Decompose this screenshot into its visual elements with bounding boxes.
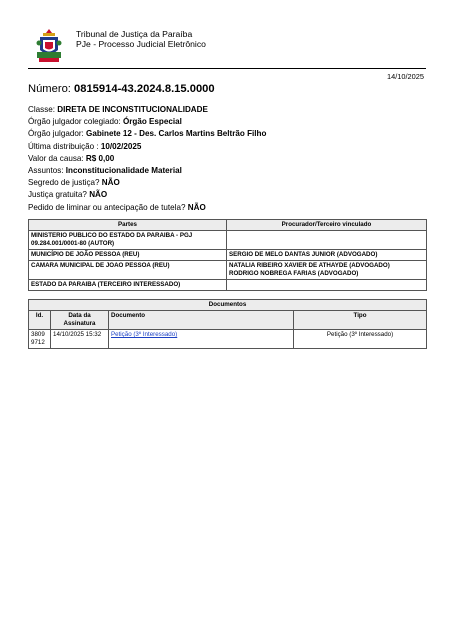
- table-header-row: [29, 220, 427, 231]
- column-header-procurador: Procurador/Terceiro vinculado: [227, 220, 427, 231]
- document-id: 38099712: [29, 330, 51, 349]
- field-segredo: [28, 177, 428, 189]
- system-name: PJe - Processo Judicial Eletrônico: [76, 39, 206, 49]
- field-label: Justiça gratuita?: [28, 190, 87, 200]
- field-label: Classe:: [28, 105, 55, 114]
- document-cell: [109, 330, 294, 349]
- counsel-cell: SERGIO DE MELO DANTAS JUNIOR (ADVOGADO): [227, 250, 427, 261]
- column-header-type: Tipo: [294, 311, 427, 330]
- process-number-line: [28, 83, 215, 95]
- field-valor-causa: [28, 153, 428, 165]
- documents-title-row: [29, 300, 427, 311]
- field-value: NÃO: [89, 190, 108, 200]
- field-label: Valor da causa:: [28, 153, 84, 163]
- column-header-id: Id.: [29, 311, 51, 330]
- document-date: 14/10/2025 15:32: [51, 330, 109, 349]
- table-header-row: [29, 311, 427, 330]
- field-value: Inconstitucionalidade Material: [65, 166, 182, 176]
- table-row: [29, 250, 427, 261]
- process-fields: [28, 104, 428, 214]
- field-assuntos: [28, 165, 428, 177]
- table-row: [29, 330, 427, 349]
- parties-table: [28, 219, 427, 291]
- field-value: DIRETA DE INCONSTITUCIONALIDADE: [57, 105, 208, 114]
- document-date: 14/10/2025: [387, 72, 424, 81]
- field-label: Assuntos:: [28, 166, 64, 176]
- field-value: Gabinete 12 - Des. Carlos Martins Beltrão Filho: [86, 129, 267, 139]
- column-header-document: Documento: [109, 311, 294, 330]
- field-label: Órgão julgador colegiado:: [28, 117, 121, 127]
- page-header: [34, 24, 424, 68]
- field-value: 10/02/2025: [100, 141, 142, 151]
- court-name: Tribunal de Justiça da Paraíba: [76, 29, 193, 39]
- counsel-name: NATALIA RIBEIRO XAVIER DE ATHAYDE (ADVOGADO): [229, 262, 390, 269]
- document-type: Petição (3º Interessado): [294, 330, 427, 349]
- field-value: NÃO: [187, 202, 206, 212]
- field-justica-gratuita: [28, 189, 428, 201]
- party-cell: MINISTERIO PUBLICO DO ESTADO DA PARAIBA - PGJ 09.284.001/0001-80 (AUTOR): [29, 231, 227, 250]
- field-classe: [28, 104, 428, 116]
- column-header-partes: Partes: [29, 220, 227, 231]
- field-value: NÃO: [101, 178, 120, 188]
- counsel-cell: [227, 280, 427, 291]
- column-header-date: Data da Assinatura: [51, 311, 109, 330]
- process-number-label: Número:: [28, 83, 71, 95]
- party-cell: MUNICÍPIO DE JOÃO PESSOA (REU): [29, 250, 227, 261]
- counsel-cell: [227, 231, 427, 250]
- document-link[interactable]: Petição (3º Interessado): [111, 331, 178, 338]
- counsel-name: RODRIGO NOBREGA FARIAS (ADVOGADO): [229, 270, 359, 277]
- table-row: [29, 231, 427, 250]
- field-orgao-colegiado: [28, 116, 428, 128]
- process-number: 0815914-43.2024.8.15.0000: [74, 83, 215, 95]
- party-cell: CAMARA MUNICIPAL DE JOAO PESSOA (REU): [29, 261, 227, 280]
- field-label: Segredo de justiça?: [28, 178, 100, 188]
- field-label: Última distribuição :: [28, 141, 99, 151]
- field-orgao-julgador: [28, 128, 428, 140]
- table-row: [29, 280, 427, 291]
- field-value: R$ 0,00: [85, 153, 115, 163]
- documents-table: [28, 299, 427, 349]
- field-liminar: [28, 202, 428, 214]
- field-label: Pedido de liminar ou antecipação de tutela?: [28, 202, 186, 212]
- table-row: [29, 261, 427, 280]
- field-value: Órgão Especial: [122, 117, 182, 127]
- field-ultima-distribuicao: [28, 141, 428, 153]
- documents-title: Documentos: [29, 300, 427, 311]
- coat-of-arms-icon: [36, 28, 62, 64]
- header-divider: [28, 68, 426, 69]
- field-label: Órgão julgador:: [28, 129, 84, 139]
- counsel-cell: [227, 261, 427, 280]
- party-cell: ESTADO DA PARAIBA (TERCEIRO INTERESSADO): [29, 280, 227, 291]
